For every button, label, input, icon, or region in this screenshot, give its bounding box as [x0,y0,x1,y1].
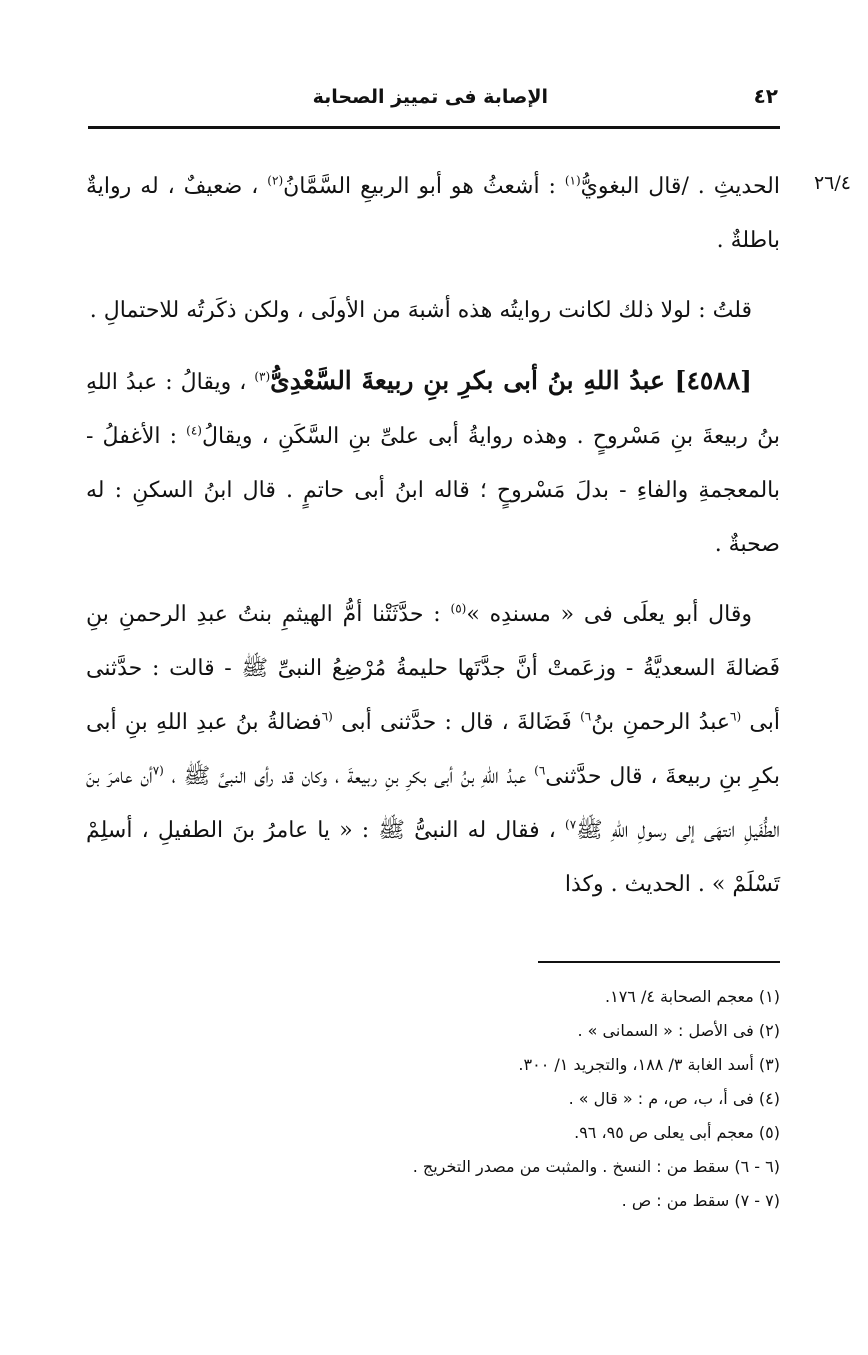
footnote-ref: ٦) [580,709,592,724]
text-span: عبدُ اللهِ بنُ أبى بكرِ بنِ ربيعةَ ، وكان قد رأى النبىَّ ﷺ ، [163,764,535,789]
text-span: فضالةُ بنُ عبدِ اللهِ بنِ أبى بكرِ بنِ ربيعةَ ، قال حدَّثنى [86,710,780,789]
header-rule [88,126,780,129]
footnote-ref: (٦ [321,709,333,724]
text-span: : حدَّثَتْنا أمُّ الهيثمِ بنتُ عبدِ الرحمنِ بنِ فَضالةَ السعديَّةُ - وزعَمتْ أنَّ جدَّتَها حليمةُ مُرْضِعُ النبىِّ ﷺ - قالت : حدَّثنى أبى [86,602,780,735]
footnote-ref: (٢) [267,173,284,188]
entry-heading: [٤٥٨٨] عبدُ اللهِ بنُ أبى بكرِ بنِ ربيعةَ السَّعْدِىُّ [270,366,753,395]
paragraph-4 [86,588,780,912]
paragraph-1 [86,160,780,268]
footnote-ref: (٧ [152,763,164,778]
page-number: ٤٢ [753,84,778,108]
footnote-ref: (٦ [730,709,742,724]
footnote-6: (٦ - ٦) سقط من : النسخ . والمثبت من مصدر التخريج . [412,1157,780,1176]
text-span: أن عامرَ بنَ الطُّفَيلِ انتهَى إلى رسولِ اللهِ ﷺ [86,764,780,843]
page-header [88,80,778,116]
footnote-ref: ٦) [534,763,546,778]
footnote-2: (٢) فى الأصل : « السمانى » . [577,1021,780,1040]
text-span: : الأغفلُ - بالمعجمةِ والفاءِ - بدلَ مَسْروحٍ ؛ قاله ابنُ أبى حاتمٍ . قال ابنُ السكنِ : له صحبةٌ . [86,424,780,557]
footnote-1: (١) معجم الصحابة ٤/ ١٧٦. [605,987,780,1006]
footnote-ref: (٤) [186,423,202,438]
paragraph-3-entry [86,354,780,572]
footnote-ref: (١) [564,173,581,188]
text-span: ، ضعيفٌ ، له روايةٌ باطلةٌ . [86,174,780,253]
text-span: ، فقال له النبىُّ ﷺ : « يا عامرُ بنَ الطفيلِ ، أسلِمْ تَسْلَمْ » . الحديث . وكذا [86,818,780,897]
running-title: الإصابة فى تمييز الصحابة [312,86,548,108]
footnote-ref: (٣) [254,369,271,384]
text-span: عبدُ الرحمنِ بنُ [591,710,730,735]
footnote-ref: (٥) [450,601,467,616]
text-span: فَضَالةَ ، قال : حدَّثنى أبى [332,710,581,735]
text-span: الحديثِ . /قال البغويُّ [580,174,780,199]
footnote-rule [538,961,780,963]
footnote-3: (٣) أسد الغابة ٣/ ١٨٨، والتجريد ١/ ٣٠٠. [518,1055,780,1074]
footnote-4: (٤) فى أ، ب، ص، م : « قال » . [568,1089,780,1108]
margin-volume-page-note: ٢٦/٤ [813,172,851,194]
text-span: : أشعثُ هو أبو الربيعِ السَّمَّانُ [283,174,565,199]
footnote-7: (٧ - ٧) سقط من : ص . [621,1191,780,1210]
footnotes [150,980,780,1218]
text-span: ، ويقالُ : عبدُ اللهِ بنُ ربيعةَ بنِ مَسْروحٍ . وهذه روايةُ أبى علىِّ بنِ السَّكَنِ ، ويقالُ [86,370,780,449]
text-span: وقال أبو يعلَى فى « مسندِه » [466,602,752,627]
footnote-5: (٥) معجم أبى يعلى ص ٩٥، ٩٦. [574,1123,780,1142]
main-text [86,160,780,928]
footnote-ref: ٧) [565,817,577,832]
paragraph-2: قلتُ : لولا ذلك لكانت روايتُه هذه أشبهَ من الأولَى ، ولكن ذكَرتُه للاحتمالِ . [89,298,752,323]
